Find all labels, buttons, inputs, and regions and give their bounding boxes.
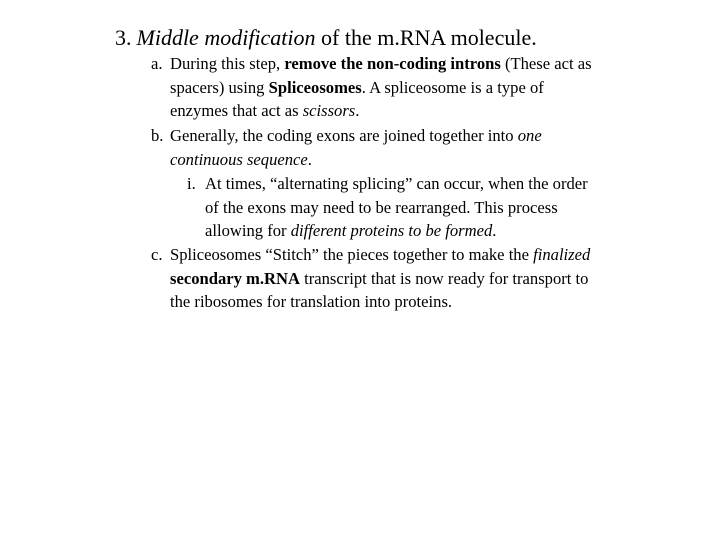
text-run: (These act as	[500, 54, 592, 73]
heading-emphasis: Middle modification	[136, 25, 316, 50]
list-item-i-text	[187, 172, 707, 243]
text-line	[170, 76, 711, 100]
text-line	[170, 52, 711, 76]
list-item-i	[187, 172, 707, 243]
italic-text: different proteins to be formed	[290, 221, 493, 240]
text-run: Spliceosomes “Stitch” the pieces together to make the	[170, 245, 534, 264]
list-item-b	[151, 124, 711, 171]
list-marker-b: b.	[151, 126, 164, 145]
list-marker-c: c.	[151, 245, 163, 264]
bold-text: Spliceosomes	[268, 77, 362, 97]
italic-text: continuous sequence	[170, 149, 308, 169]
text-run: During this step,	[170, 54, 285, 73]
text-run: Generally, the coding exons are joined together into	[170, 126, 518, 145]
text-run: spacers) using	[170, 77, 269, 97]
text-run: .	[307, 149, 312, 169]
text-run: .	[355, 101, 360, 120]
text-run: enzymes that act as	[170, 101, 303, 120]
text-run: transcript that is now ready for transport to	[299, 268, 589, 288]
list-item-a	[151, 52, 711, 123]
list-item-c-text	[151, 243, 711, 314]
list-item-a-text	[151, 52, 711, 123]
text-line	[170, 243, 711, 267]
italic-text: scissors	[302, 101, 356, 120]
text-run: .	[492, 221, 497, 240]
list-marker-a: a.	[151, 54, 163, 73]
list-item-b-text	[151, 124, 711, 171]
text-run: allowing for	[205, 221, 291, 240]
bold-text: secondary m.RNA	[170, 268, 300, 288]
bold-text: remove the non-coding introns	[284, 54, 501, 73]
text-line: of the exons may need to be rearranged. This process	[205, 197, 558, 217]
text-line	[170, 99, 711, 123]
text-line: the ribosomes for translation into proteins.	[170, 292, 453, 311]
text-line	[205, 219, 707, 243]
heading-number: 3.	[115, 25, 132, 50]
text-line	[170, 148, 711, 172]
text-line	[170, 267, 711, 291]
text-line	[170, 124, 711, 148]
italic-text: finalized	[533, 245, 591, 264]
text-run: . A spliceosome is a type of	[361, 77, 544, 97]
text-line: At times, “alternating splicing” can occur, when the order	[205, 174, 588, 193]
slide-heading	[115, 24, 705, 52]
heading-rest: of the m.RNA molecule.	[315, 25, 537, 50]
list-item-c	[151, 243, 711, 314]
italic-text: one	[517, 126, 542, 145]
list-marker-i: i.	[187, 174, 196, 193]
